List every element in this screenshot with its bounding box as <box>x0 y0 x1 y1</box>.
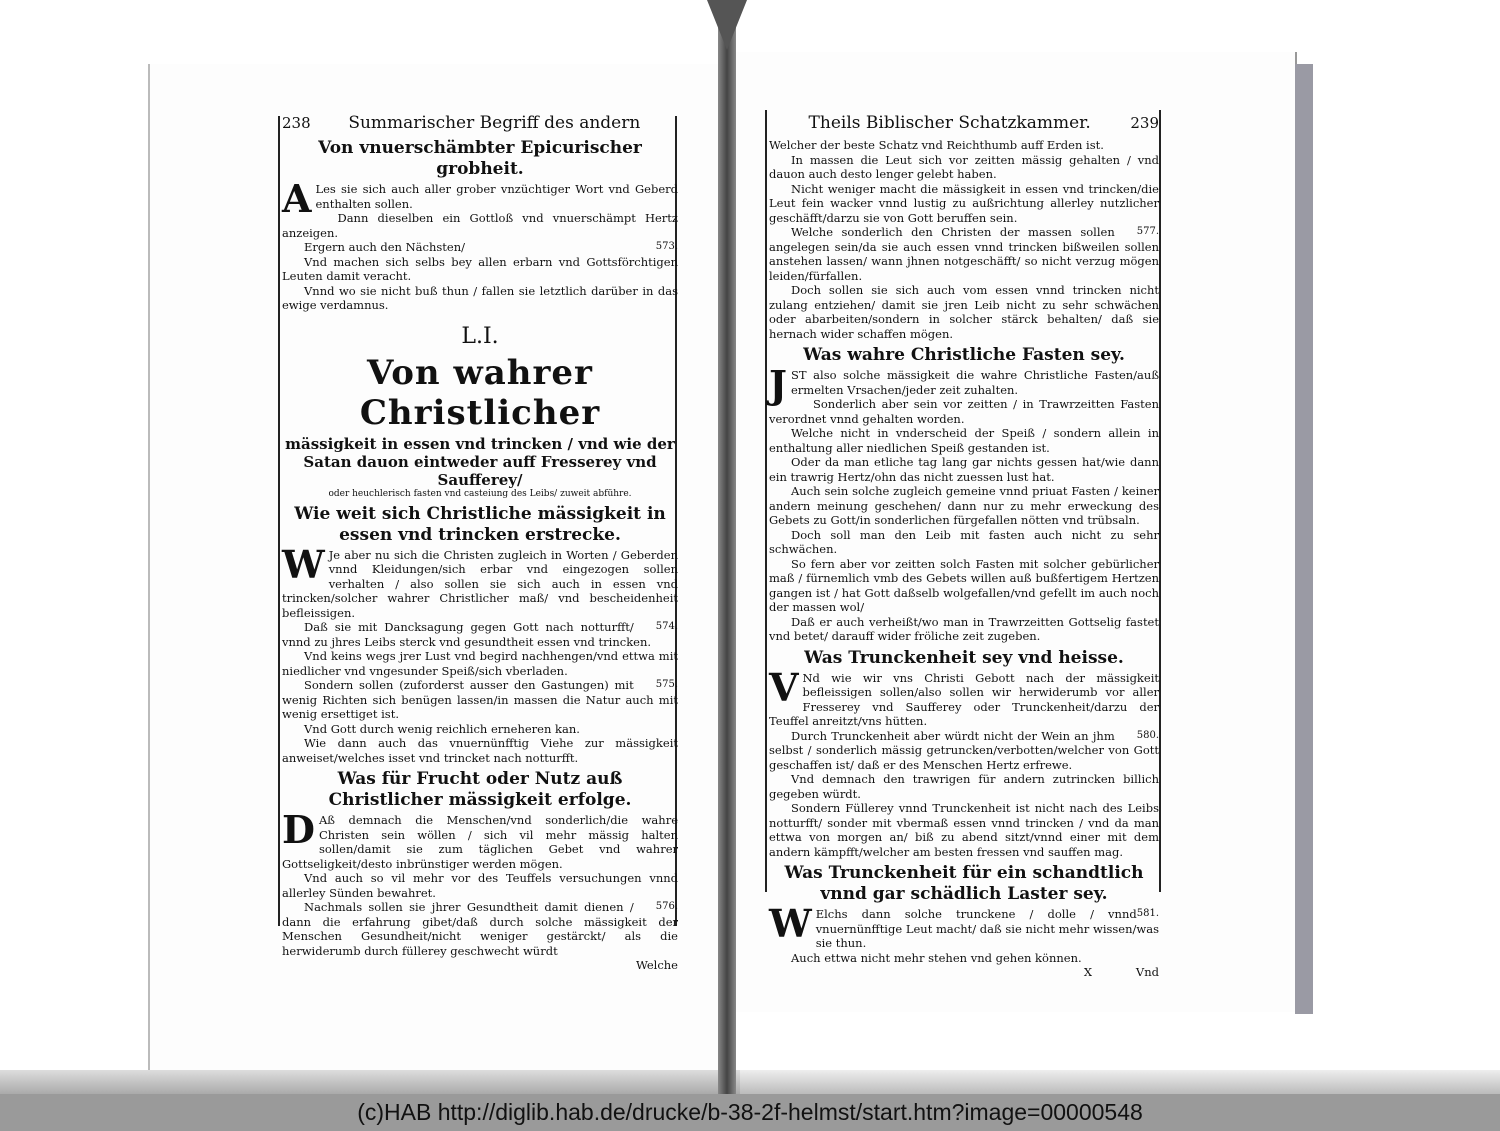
paragraph: Vnd auch so vil mehr vor des Teuffels versuchungen vnnd allerley Sünden bewahret. <box>282 871 678 900</box>
paragraph-number: 581. <box>1136 908 1159 919</box>
page-number: 238 <box>282 114 311 132</box>
book-gutter <box>718 0 736 1094</box>
paragraph: 576. Nachmals sollen sie jhrer Gesundtheit damit dienen / dann die erfahrung gibet/daß durch solche mässigkeit der Menschen Gesundheit/nicht weniger gestärckt/ als die herwiderumb durch füllerey geschwecht würdt <box>282 900 678 958</box>
paragraph: Sonderlich aber sein vor zeitten / in Trawrzeitten Fasten verordnet vnnd gehalten worden. <box>769 397 1159 426</box>
paragraph: Vnd keins wegs jrer Lust vnd begird nachhengen/vnd ettwa mit niedlicher vnd vngesunder Speiß/sich vberladen. <box>282 649 678 678</box>
running-head-title: Theils Biblischer Schatzkammer. <box>808 113 1091 133</box>
right-page <box>735 52 1297 1012</box>
paragraph: D Aß demnach die Menschen/vnd sonderlich/die wahre Christen sein wöllen / sich vil mehr mässig halten sollen/damit sie zum täglichen Gebet vnd wahrer Gottseligkeit/desto inbrünstiger werden mögen. <box>282 807 678 871</box>
paragraph: V Nd wie wir vns Christi Gebott nach der mässigkeit befleissigen sollen/also sollen wir herwiderumb vor aller Fresserey vnd Saufferey oder Trunckenheit/darzu der Teuffel anreitzt/vns hütten. <box>769 664 1159 728</box>
paragraph: 577. Welche sonderlich den Christen der massen sollen angelegen sein/da sie auch essen vnnd trincken bißweilen sollen anstehen lassen/ wann jhnen notgeschäfft/ so nicht verzug mögen leiden/fürfallen. <box>769 225 1159 283</box>
paragraph: Auch ettwa nicht mehr stehen vnd gehen können. <box>791 950 1082 965</box>
paragraph: A Les sie sich auch aller grober vnzüchtiger Wort vnd Geberd enthalten sollen. <box>282 176 678 221</box>
paragraph: 575. Sondern sollen (zuforderst ausser den Gastungen) mit wenig Richten sich benügen lassen/in massen die Natur auch mit wenig ersettiget ist. <box>282 678 678 721</box>
paragraph: JST also solche mässigkeit die wahre Christliche Fasten/auß ermelten Vrsachen/jeder zeit zuhalten. <box>769 362 1159 407</box>
catchword-line <box>769 965 1159 980</box>
paragraph: Vnnd wo sie nicht buß thun / fallen sie letztlich darüber in das ewige verdamnus. <box>282 283 678 312</box>
paragraph: Oder da man etliche tag lang gar nichts gessen hat/wie dann ein trawrig Hertz/ohn das nicht zuessen lust hat. <box>769 455 1159 484</box>
left-margin-rule <box>765 110 767 892</box>
chapter-subtitle-small: oder heuchlerisch fasten vnd casteiung des Leibs/ zuweit abführe. <box>328 488 632 499</box>
drop-cap: W <box>282 541 325 587</box>
section-title: Was wahre Christliche Fasten sey. <box>803 345 1125 365</box>
left-page <box>148 64 720 1070</box>
chapter-number: L.I. <box>461 323 499 349</box>
paragraph: 574. Daß sie mit Dancksagung gegen Gott nach notturfft/ vnnd zu jhres Leibs sterck vnd gesundtheit essen vnd trincken. <box>282 620 678 649</box>
drop-cap: V <box>769 664 799 710</box>
chapter-title: Von wahrer Christlicher <box>359 352 601 433</box>
right-margin-rule <box>1159 110 1161 892</box>
right-text-block <box>769 112 1159 980</box>
drop-cap: D <box>282 807 315 852</box>
copyright-footer: (c)HAB http://diglib.hab.de/drucke/b-38-2f-helmst/start.htm?image=00000548 <box>0 1094 1500 1131</box>
paragraph: Vnd Gott durch wenig reichlich erneheren kan. <box>304 721 580 736</box>
signature-mark: X <box>1083 965 1093 979</box>
paragraph: W 581. Elchs dann solche trunckene / dolle / vnnd vnuernünfftige Leut macht/ daß sie nicht mehr wissen/was sie thun. <box>769 901 1159 950</box>
catchword: Welche <box>635 958 678 972</box>
running-head <box>282 112 678 134</box>
paragraph: Auch sein solche zugleich gemeine vnnd priuat Fasten / keiner andern meinung geschehen/ dann nur zu mehr erweckung des Gebets zu Gott/in sonderlichen fürgefallen nötten vnd trübsaln. <box>769 484 1159 527</box>
paragraph: So fern aber vor zeitten solch Fasten mit solcher gebürlicher maß / fürnemlich vmb des Gebets willen auß bußfertigem Hertzen gangen ist / hat Gott daßselb wolgefallen/vnd gefellt im auch noch der massen wol/ <box>769 556 1159 614</box>
left-page-edge <box>0 1070 740 1094</box>
paragraph: Vnd demnach den trawrigen für andern zutrincken billich gegeben würdt. <box>769 772 1159 801</box>
drop-cap: A <box>282 176 312 221</box>
paragraph: In massen die Leut sich vor zeitten mässig gehalten / vnd dauon auch desto lenger gelebt haben. <box>769 152 1159 181</box>
gutter-shadow <box>707 0 747 50</box>
paragraph: Daß er auch verheißt/wo man in Trawrzeitten Gottselig fastet vnd betet/ darauff wider fröliche zeit zugeben. <box>769 614 1159 643</box>
drop-cap: J <box>769 362 787 407</box>
paragraph: Sondern Füllerey vnnd Trunckenheit ist nicht nach des Leibs notturfft/ sonder mit vbermaß essen vnnd trincken / vnd da man ettwa von morgen an/ biß zu abend sitzt/vnnd einer mit dem andern kämpfft/welcher am besten fressen vnd sauffen mag. <box>769 801 1159 859</box>
page-number: 239 <box>1130 114 1159 132</box>
paragraph: Welcher der beste Schatz vnd Reichthumb auff Erden ist. <box>769 138 1104 152</box>
paragraph: Doch sollen sie sich auch vom essen vnnd trincken nicht zulang entziehen/ damit sie jren Leib nicht zu sehr schwächen oder abarbeiten/sondern in solcher stärck behalten/ daß sie hernach wider schaffen mögen. <box>769 283 1159 341</box>
paragraph-number: 573. <box>655 241 678 252</box>
section-title: Was Trunckenheit sey vnd heisse. <box>804 647 1124 668</box>
paragraph: 573. Ergern auch den Nächsten/ <box>304 240 678 254</box>
paragraph-number: 575. <box>655 679 678 690</box>
paragraph: Welche nicht in vnderscheid der Speiß / sondern allein in enthaltung aller niedlichen Speiß gestanden ist. <box>769 426 1159 455</box>
paragraph: 580. Durch Trunckenheit aber würdt nicht der Wein an jhm selbst / sonderlich mässig getruncken/verbotten/welcher von Gott geschaffen ist/ daß er des Menschen Hertz erfrewe. <box>769 728 1159 772</box>
paragraph: Nicht weniger macht die mässigkeit in essen vnd trincken/die Leut fein wacker vnnd lustig zu außrichtung allerley nutzlicher geschäfft/darzu sie von Gott beruffen sein. <box>769 181 1159 225</box>
paragraph: Wie dann auch das vnuernünfftig Viehe zur mässigkeit anweiset/welches isset vnd trincket nach notturfft. <box>282 736 678 765</box>
chapter-subtitle: mässigkeit in essen vnd trincken / vnd wie der Satan dauon eintweder auff Fresserey vnd Saufferey/ <box>285 434 675 489</box>
section-title: Von vnuerschämbter Epicurischer grobheit. <box>318 138 642 179</box>
section-title: Was für Frucht oder Nutz auß Christlicher mässigkeit erfolge. <box>328 769 632 810</box>
drop-cap: W <box>769 901 812 946</box>
section-title: Wie weit sich Christliche mässigkeit in essen vnd trincken erstrecke. <box>294 503 666 545</box>
paragraph-number: 577. <box>1136 226 1159 237</box>
running-head-title: Summarischer Begriff des andern <box>348 113 641 133</box>
left-text-block <box>282 112 678 973</box>
paragraph-number: 576. <box>655 901 678 912</box>
running-head <box>769 112 1159 134</box>
paragraph: Dann dieselben ein Gottloß vnd vnuerschämpt Hertz anzeigen. <box>282 211 678 240</box>
paragraph-number: 574. <box>655 621 678 632</box>
paragraph: Vnd machen sich selbs bey allen erbarn vnd Gottsförchtigen Leuten damit veracht. <box>282 254 678 283</box>
paragraph-number: 580. <box>1136 729 1159 741</box>
catchword: Vnd <box>1135 965 1159 979</box>
right-page-edge <box>740 1070 1500 1094</box>
left-margin-rule <box>278 116 280 926</box>
paragraph: Doch soll man den Leib mit fasten auch nicht zu sehr schwächen. <box>769 527 1159 556</box>
section-title: Was Trunckenheit für ein schandtlich vnnd gar schädlich Laster sey. <box>784 863 1144 904</box>
paragraph: W Je aber nu sich die Christen zugleich in Worten / Geberden vnnd Kleidungen/sich erbar vnd eingezogen sollen verhalten / also sollen sie sich auch in essen vnd trincken/solcher wahrer Christlicher maß/ vnd bescheidenheit befleissigen. <box>282 541 678 620</box>
book-fore-edge <box>1295 64 1313 1014</box>
